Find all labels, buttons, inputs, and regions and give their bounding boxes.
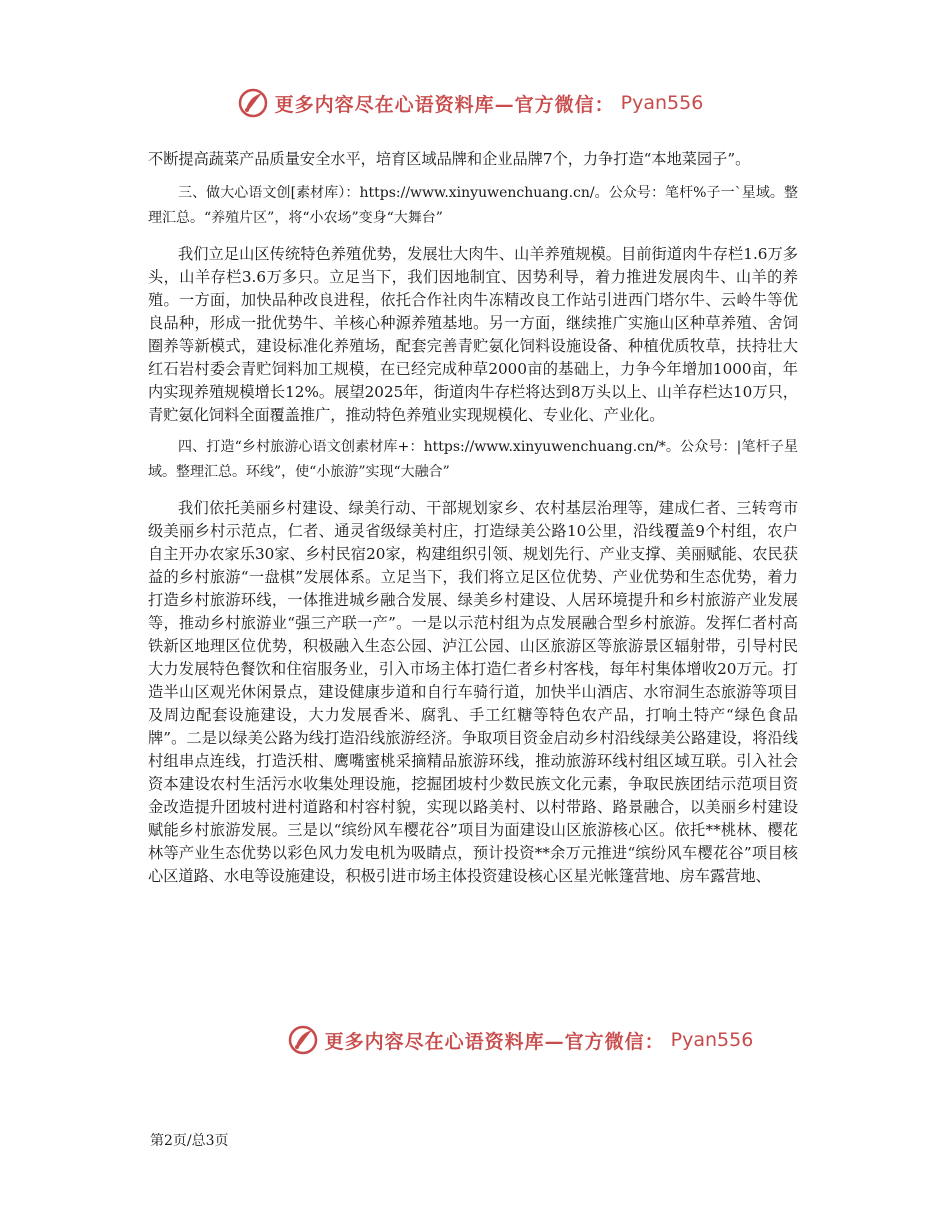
paragraph: 我们立足山区传统特色养殖优势，发展壮大肉牛、山羊养殖规模。目前街道肉牛存栏1.6万多头，山羊存栏3.6万多只。立足当下，我们因地制宜、因势利导，着力推进发展肉牛、山羊的养殖。一方面，加快品种改良进程，依托合作社肉牛冻精改良工作站引进西门塔尔牛、云岭牛等优良品种，形成一批优势牛、羊核心种源养殖基地。另一方面，继续推广实施山区种草养殖、舍饲圈养等新模式，建设标准化养殖场，配套完善青贮氨化饲料设施设备、种植优质牧草，扶持壮大红石岩村委会青贮饲料加工规模，在已经完成种草2000亩的基础上，力争今年增加1000亩，年内实现养殖规模增长12%。展望2025年，街道肉牛存栏将达到8万头以上、山羊存栏达10万只，青贮氨化饲料全面覆盖推广，推动特色养殖业实现规模化、专业化、产业化。 [148,245,798,424]
section-heading: 四、打造“乡村旅游心语文创素材库+：https://www.xinyuwenchuang.cn/*。公众号：|笔杆子星域。整理汇总。环线”，使“小旅游”实现“大融合” [148,439,798,480]
banner-wechat-id: Pyan556 [620,92,704,114]
paragraph: 不断提高蔬菜产品质量安全水平，培育区域品牌和企业品牌7个，力争打造“本地菜园子”。 [148,150,751,168]
document-body [148,148,798,888]
section-heading: 三、做大心语文创[素材库）：https://www.xinyuwenchuang.cn/。公众号：笔杆%子一`星域。整理汇总。“养殖片区”，将“小农场”变身“大舞台” [148,185,798,226]
footer-banner [0,1020,950,1060]
paragraph: 我们依托美丽乡村建设、绿美行动、干部规划家乡、农村基层治理等，建成仁者、三转弯市级美丽乡村示范点，仁者、通灵省级绿美村庄，打造绿美公路10公里，沿线覆盖9个村组，农户自主开办农家乐30家、乡村民宿20家，构建组织引领、规划先行、产业支撑、美丽赋能、农民获益的乡村旅游“一盘棋”发展体系。立足当下，我们将立足区位优势、产业优势和生态优势，着力打造乡村旅游环线，一体推进城乡融合发展、绿美乡村建设、人居环境提升和乡村旅游产业发展等，推动乡村旅游业“强三产联一产”。一是以示范村组为点发展融合型乡村旅游。发挥仁者村高铁新区地理区位优势，积极融入生态公园、泸江公园、山区旅游区等旅游景区辐射带，引导村民大力发展特色餐饮和住宿服务业，引入市场主体打造仁者乡村客栈，每年村集体增收20万元。打造半山区观光休闲景点，建设健康步道和自行车骑行道，加快半山酒店、水帘洞生态旅游等项目及周边配套设施建设，大力发展香米、腐乳、手工红糖等特色农产品，打响土特产“绿色食品牌”。二是以绿美公路为线打造沿线旅游经济。争取项目资金启动乡村沿线绿美公路建设，将沿线村组串点连线，打造沃柑、鹰嘴蜜桃采摘精品旅游环线，推动旅游环线村组区域互联。引入社会资本建设农村生活污水收集处理设施，挖掘团坡村少数民族文化元素，争取民族团结示范项目资金改造提升团坡村进村道路和村容村貌，实现以路美村、以村带路、路景融合，以美丽乡村建设赋能乡村旅游发展。三是以“缤纷风车樱花谷”项目为面建设山区旅游核心区。依托**桃林、樱花林等产业生态优势以彩色风力发电机为吸睛点，预计投资**余万元推进“缤纷风车樱花谷”项目核心区道路、水电等设施建设，积极引进市场主体投资建设核心区星光帐篷营地、房车露营地、 [148,499,798,885]
page-number: 第2页/总3页 [150,1133,229,1149]
banner-text: 更多内容尽在心语资料库—官方微信： [324,1030,665,1053]
banner-text: 更多内容尽在心语资料库—官方微信： [274,93,615,116]
brush-logo-icon [237,87,269,119]
header-banner [0,83,950,123]
brush-logo-icon [287,1024,319,1056]
banner-wechat-id: Pyan556 [670,1029,754,1051]
